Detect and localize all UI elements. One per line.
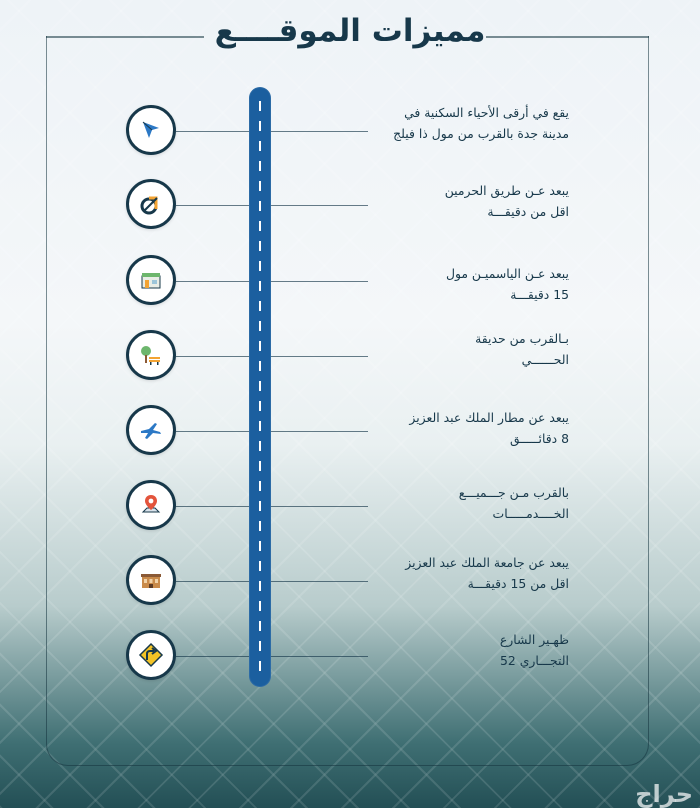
- timeline-connector-left: [176, 281, 249, 282]
- timeline-connector-left: [176, 581, 249, 582]
- timeline-item-line1: بالقرب مـن جـــميـــع: [458, 485, 569, 500]
- timeline-connector-left: [176, 131, 249, 132]
- timeline-item-line2: اقل من 15 دقيقـــة: [467, 576, 569, 591]
- timeline-connector-left: [176, 205, 249, 206]
- timeline-connector-right: [271, 281, 368, 282]
- road-interchange-icon: [126, 179, 176, 229]
- timeline-row: [0, 620, 700, 698]
- timeline-connector-right: [271, 356, 368, 357]
- timeline-item-text: [369, 552, 569, 594]
- timeline-item-text: [369, 482, 569, 524]
- map-pin-icon: [137, 491, 165, 519]
- timeline-item-line2: اقل من دقيقـــة: [487, 204, 569, 219]
- map-pin-icon: [126, 480, 176, 530]
- navigation-arrow-icon: [137, 116, 165, 144]
- timeline-item-line1: يبعد عـن الياسميـن مول: [445, 266, 569, 281]
- timeline-connector-left: [176, 506, 249, 507]
- page-title: مميزات الموقــــع: [214, 13, 486, 49]
- timeline-row: [0, 169, 700, 247]
- university-building-icon: [137, 566, 165, 594]
- watermark-logo: حراج: [635, 780, 693, 808]
- timeline-connector-left: [176, 656, 249, 657]
- timeline-connector-right: [271, 205, 368, 206]
- timeline-row: [0, 320, 700, 398]
- timeline-connector-left: [176, 431, 249, 432]
- timeline-row: [0, 395, 700, 473]
- timeline-item-line1: يبعد عن مطار الملك عبد العزيز: [409, 410, 569, 425]
- timeline-row: [0, 245, 700, 323]
- timeline-connector-right: [271, 431, 368, 432]
- airplane-icon: [126, 405, 176, 455]
- timeline-item-text: [369, 407, 569, 449]
- university-building-icon: [126, 555, 176, 605]
- timeline-item-line2: 15 دقيقـــة: [510, 287, 569, 302]
- timeline-item-text: [369, 629, 569, 671]
- timeline-item-text: [369, 263, 569, 305]
- navigation-arrow-icon: [126, 105, 176, 155]
- timeline-connector-right: [271, 656, 368, 657]
- timeline-connector-right: [271, 506, 368, 507]
- road-sign-icon: [126, 630, 176, 680]
- timeline-item-text: [369, 102, 569, 144]
- timeline-item-line1: يقع في أرقى الأحياء السكنية في: [404, 105, 569, 120]
- park-bench-icon: [137, 341, 165, 369]
- timeline-item-text: [369, 328, 569, 370]
- shopping-mall-icon: [126, 255, 176, 305]
- timeline-row: [0, 95, 700, 173]
- park-bench-icon: [126, 330, 176, 380]
- timeline-row: [0, 545, 700, 623]
- timeline-connector-right: [271, 131, 368, 132]
- timeline-item-line1: يبعد عن جامعة الملك عبد العزيز: [405, 555, 569, 570]
- airplane-icon: [137, 416, 165, 444]
- timeline-item-line2: 8 دقائـــــق: [510, 431, 569, 446]
- timeline-item-line2: الخــــدمـــــات: [492, 506, 569, 521]
- timeline-item-line2: الحــــــي: [521, 352, 569, 367]
- timeline-item-line1: ظهـير الشارع: [499, 632, 569, 647]
- timeline-item-line1: يبعد عـن طريق الحرمين: [444, 183, 569, 198]
- road-sign-icon: [137, 641, 165, 669]
- shopping-mall-icon: [137, 266, 165, 294]
- timeline-item-line2: التجـــاري 52: [499, 653, 569, 668]
- timeline-item-line2: مدينة جدة بالقرب من مول ذا فيلج: [393, 126, 569, 141]
- timeline-item-text: [369, 180, 569, 222]
- road-interchange-icon: [137, 190, 165, 218]
- timeline-connector-left: [176, 356, 249, 357]
- timeline-item-line1: بـالقرب من حديقة: [475, 331, 569, 346]
- timeline-connector-right: [271, 581, 368, 582]
- timeline-row: [0, 470, 700, 548]
